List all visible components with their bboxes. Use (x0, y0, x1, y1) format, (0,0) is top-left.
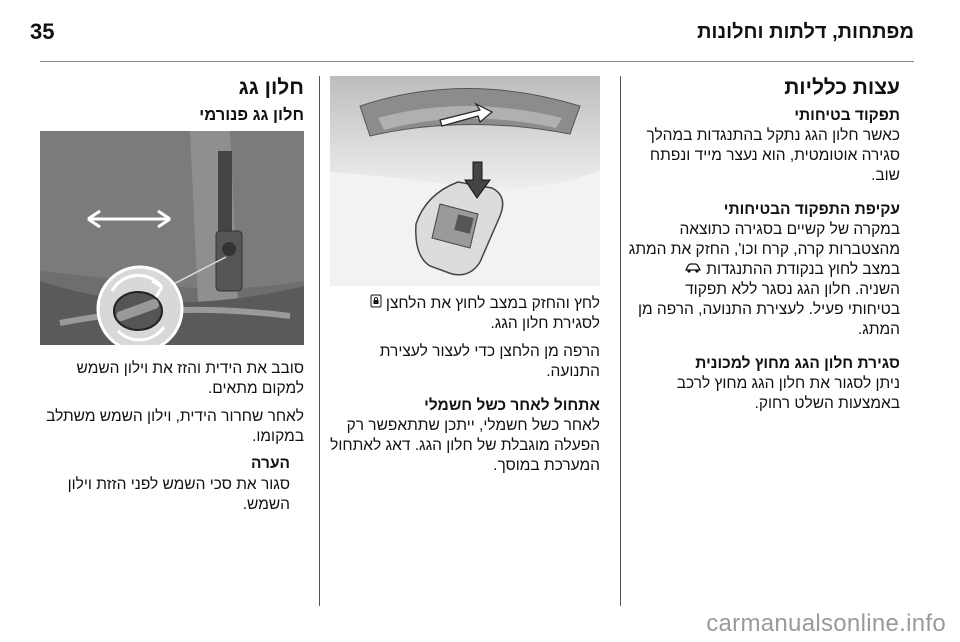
override-heading: עקיפת התפקוד הבטיחותי (723, 201, 900, 218)
press-line: לסגירת חלון הגג. (490, 315, 600, 333)
sunroof-title: חלון גג (238, 76, 304, 99)
override-line: השניה. חלון הגג נסגר ללא תפקוד (685, 281, 900, 299)
reset-line: לאחר כשל חשמלי, ייתכן שתתאפשר רק (346, 417, 600, 435)
header-title: מפתחות, דלתות וחלונות (697, 20, 914, 43)
exterior-close-heading: סגירת חלון הגג מחוץ למכונית (695, 355, 900, 373)
exterior-line: ניתן לסגור את חלון הגג מחוץ לרכב (676, 375, 900, 393)
override-line: במקרה של קשיים בסגירה כתוצאה (679, 221, 900, 238)
note-label: הערה (251, 455, 290, 472)
override-line: בטיחותי פעיל. לעצירת התנועה, הרפה מן (637, 301, 900, 319)
para2-line: במקומו. (252, 428, 304, 445)
override-line: מהצטברות קרה, קרח וכו', החזק את המתג (628, 241, 900, 258)
header-divider (40, 61, 914, 62)
safety-line: סגירה אוטומטית, הוא נעצר מייד ונפתח (649, 147, 900, 164)
safety-line: כאשר חלון הגג נתקל בהתנגדות במהלך (646, 127, 900, 144)
note-line: השמש. (242, 496, 290, 513)
safety-line: שוב. (871, 167, 900, 184)
lock-button-icon (370, 294, 382, 314)
page-number: 35 (30, 19, 55, 44)
sunshade-handle-illustration (40, 131, 304, 345)
note-block (40, 455, 304, 515)
watermark: carmanualsonline.info (706, 610, 946, 637)
left-column (40, 76, 304, 515)
column-divider-right (620, 76, 621, 606)
exterior-line: באמצעות השלט רחוק. (754, 395, 900, 413)
release-line: הרפה מן הלחצן כדי לעצור לעצירת התנועה. (379, 343, 600, 381)
remote-key-illustration (330, 76, 600, 286)
press-line: לחץ והחזק במצב לחוץ את הלחצן (330, 294, 600, 314)
reset-heading: אתחול לאחר כשל חשמלי (424, 397, 600, 415)
middle-column (330, 76, 600, 476)
panoramic-subtitle: חלון גג פנורמי (199, 106, 304, 124)
general-tips-title: עצות כלליות (784, 76, 900, 99)
para1-line: למקום מתאים. (207, 380, 304, 397)
para2-line: לאחר שחרור הידית, וילון השמש משתלב (46, 408, 304, 425)
page-header (30, 14, 914, 50)
reset-line: המערכת במוסך. (493, 457, 600, 475)
override-line: המתג. (857, 321, 900, 339)
safety-function-heading: תפקוד בטיחותי (794, 107, 900, 124)
right-column (628, 76, 900, 414)
para1-line: סובב את הידית והזז את וילון השמש (76, 360, 304, 377)
override-line: במצב לחוץ בנקודת ההתנגדות (628, 260, 900, 280)
car-icon (684, 260, 702, 280)
note-line: סגור את סכי השמש לפני הזזת וילון (67, 476, 290, 493)
column-divider-left (319, 76, 320, 606)
reset-line: הפעלה מוגבלת של חלון הגג. דאג לאתחול (330, 437, 600, 455)
